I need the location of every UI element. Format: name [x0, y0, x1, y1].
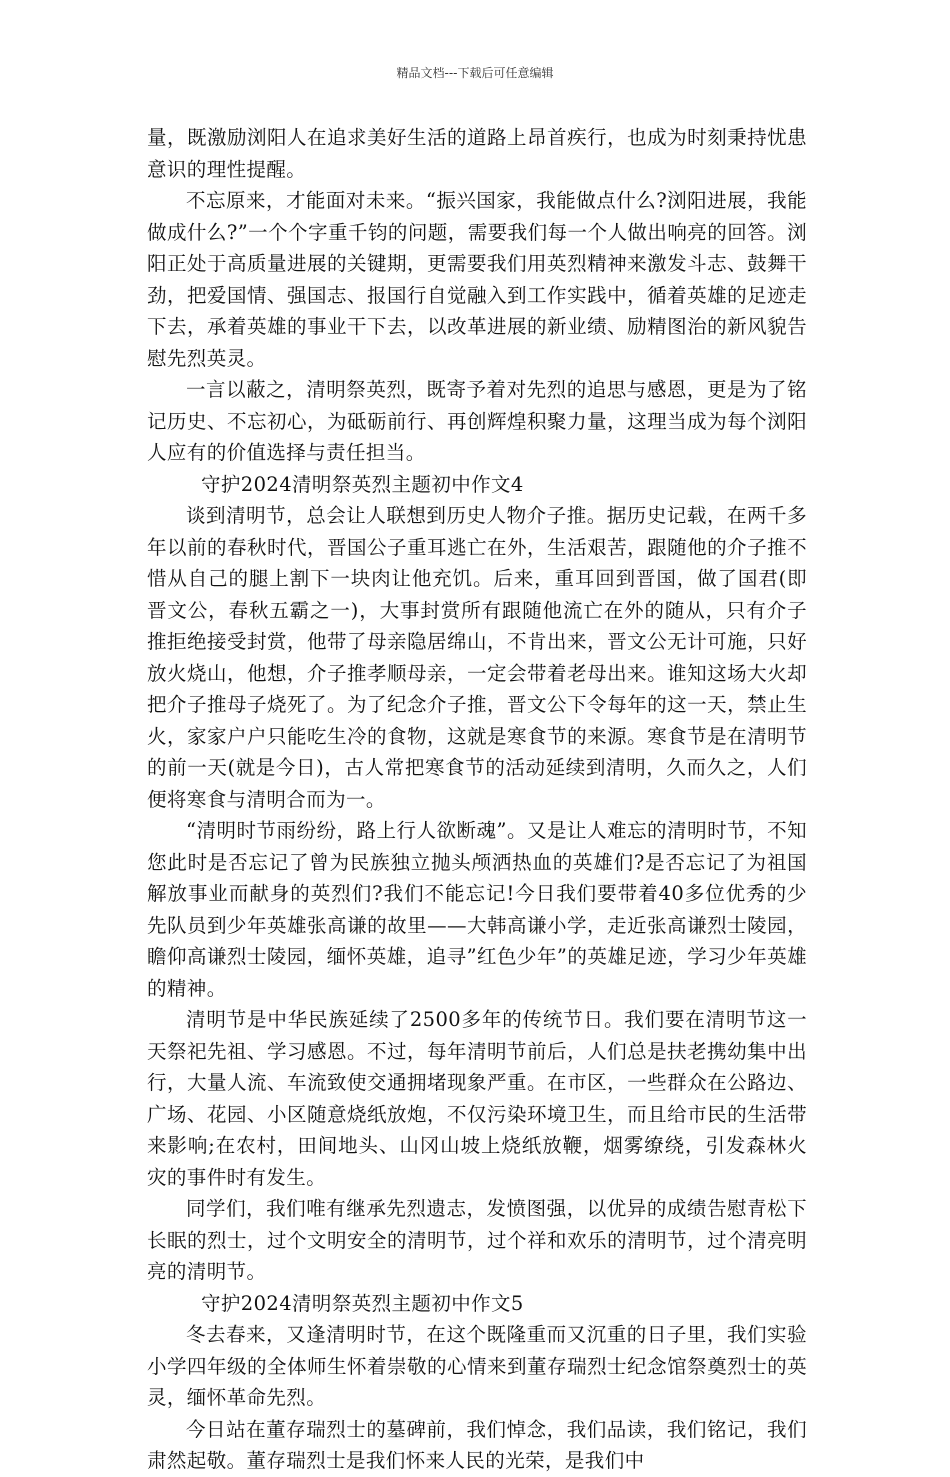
- paragraph-2: 不忘原来，才能面对未来。“振兴国家，我能做点什么?浏阳进展，我能做成什么?”一个个字重千钧的问题，需要我们每一个人做出响亮的回答。浏阳正处于高质量进展的关键期，更需要我们用英烈精神来激发斗志、鼓舞干劲，把爱国情、强国志、报国行自觉融入到工作实践中，循着英雄的足迹走下去，承着英雄的事业干下去，以改革进展的新业绩、励精图治的新风貌告慰先烈英灵。: [147, 189, 807, 370]
- paragraph-1: 量，既激励浏阳人在追求美好生活的道路上昂首疾行，也成为时刻秉持忧患意识的理性提醒。: [147, 126, 807, 181]
- page-header: 精品文档---下载后可任意编辑: [396, 66, 554, 80]
- paragraph-3: 一言以蔽之，清明祭英烈，既寄予着对先烈的追思与感恩，更是为了铭记历史、不忘初心，为砥砺前行、再创辉煌积聚力量，这理当成为每个浏阳人应有的价值选择与责任担当。: [147, 378, 807, 464]
- paragraph-7: 同学们，我们唯有继承先烈遗志，发愤图强，以优异的成绩告慰青松下长眠的烈士，过个文明安全的清明节，过个祥和欢乐的清明节，过个清亮明亮的清明节。: [147, 1197, 807, 1283]
- section-heading-4: 守护2024清明祭英烈主题初中作文4: [201, 472, 524, 496]
- paragraph-4: 谈到清明节，总会让人联想到历史人物介子推。据历史记载，在两千多年以前的春秋时代，晋国公子重耳逃亡在外，生活艰苦，跟随他的介子推不惜从自己的腿上割下一块肉让他充饥。后来，重耳回到晋国，做了国君(即晋文公，春秋五霸之一)，大事封赏所有跟随他流亡在外的随从，只有介子推拒绝接受封赏，他带了母亲隐居绵山，不肯出来，晋文公无计可施，只好放火烧山，他想，介子推孝顺母亲，一定会带着老母出来。谁知这场大火却把介子推母子烧死了。为了纪念介子推，晋文公下令每年的这一天，禁止生火，家家户户只能吃生冷的食物，这就是寒食节的来源。寒食节是在清明节的前一天(就是今日)，古人常把寒食节的活动延续到清明，久而久之，人们便将寒食与清明合而为一。: [147, 504, 807, 811]
- document-body: [147, 122, 807, 1477]
- paragraph-8: 冬去春来，又逢清明时节，在这个既隆重而又沉重的日子里，我们实验小学四年级的全体师生怀着崇敬的心情来到董存瑞烈士纪念馆祭奠烈士的英灵，缅怀革命先烈。: [147, 1323, 807, 1409]
- paragraph-5: “清明时节雨纷纷，路上行人欲断魂”。又是让人难忘的清明时节，不知您此时是否忘记了曾为民族独立抛头颅洒热血的英雄们?是否忘记了为祖国解放事业而献身的英烈们?我们不能忘记!今日我们要带着40多位优秀的少先队员到少年英雄张高谦的故里——大韩高谦小学，走近张高谦烈士陵园，瞻仰高谦烈士陵园，缅怀英雄，追寻”红色少年”的英雄足迹，学习少年英雄的精神。: [147, 819, 807, 1000]
- paragraph-9: 今日站在董存瑞烈士的墓碑前，我们悼念，我们品读，我们铭记，我们肃然起敬。董存瑞烈士是我们怀来人民的光荣，是我们中: [147, 1417, 807, 1472]
- section-heading-5: 守护2024清明祭英烈主题初中作文5: [201, 1291, 524, 1315]
- paragraph-6: 清明节是中华民族延续了2500多年的传统节日。我们要在清明节这一天祭祀先祖、学习感恩。不过，每年清明节前后，人们总是扶老携幼集中出行，大量人流、车流致使交通拥堵现象严重。在市区，一些群众在公路边、广场、花园、小区随意烧纸放炮，不仅污染环境卫生，而且给市民的生活带来影响;在农村，田间地头、山冈山坡上烧纸放鞭，烟雾缭绕，引发森林火灾的事件时有发生。: [147, 1008, 807, 1189]
